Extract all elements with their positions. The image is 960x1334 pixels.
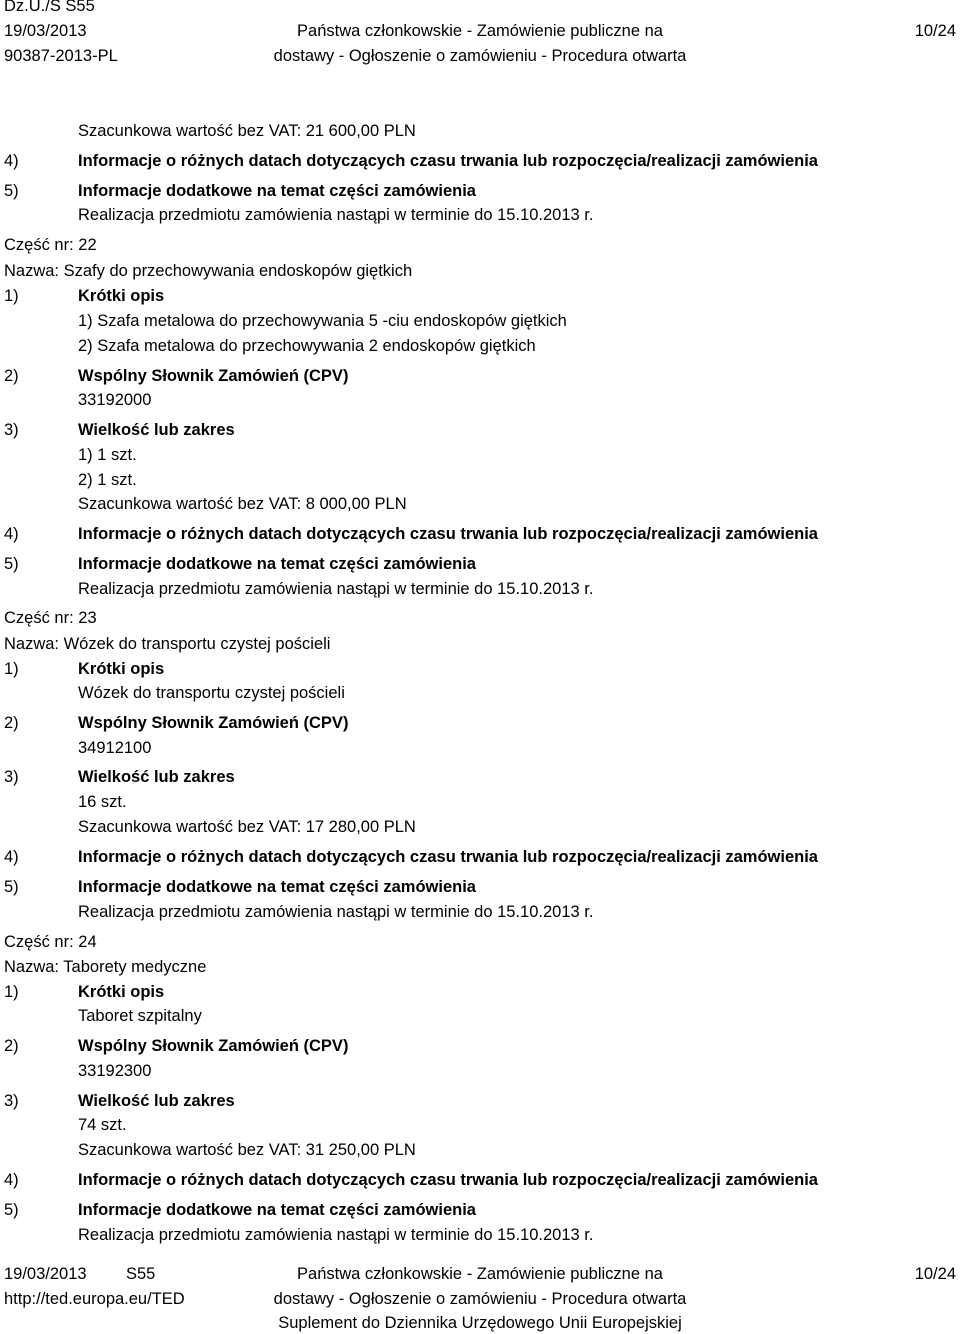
section-heading-quantity: Wielkość lub zakres: [78, 1092, 235, 1110]
section-heading-additional-info: Informacje dodatkowe na temat części zamówienia: [78, 555, 476, 573]
part-number: Część nr: 24: [4, 933, 97, 951]
quantity-line: 2) 1 szt.: [78, 471, 137, 489]
part-name: Nazwa: Szafy do przechowywania endoskopów giętkich: [4, 262, 413, 280]
section-number: 4): [4, 1171, 19, 1189]
section-heading-short-description: Krótki opis: [78, 660, 165, 678]
completion-deadline: Realizacja przedmiotu zamówienia nastąpi w terminie do 15.10.2013 r.: [78, 206, 594, 224]
section-number: 5): [4, 1201, 19, 1219]
cpv-code: 34912100: [78, 739, 152, 757]
section-heading-cpv: Wspólny Słownik Zamówień (CPV): [78, 367, 349, 385]
estimated-value: Szacunkowa wartość bez VAT: 31 250,00 PLN: [78, 1141, 416, 1159]
part-number: Część nr: 22: [4, 236, 97, 254]
section-heading-quantity: Wielkość lub zakres: [78, 421, 235, 439]
description-line: Taboret szpitalny: [78, 1007, 202, 1025]
footer-title-line2: dostawy - Ogłoszenie o zamówieniu - Procedura otwarta: [273, 1290, 687, 1308]
footer-url[interactable]: http://ted.europa.eu/TED: [4, 1290, 185, 1308]
quantity-line: 16 szt.: [78, 793, 127, 811]
header-journal-ref: Dz.U./S S55: [4, 0, 95, 15]
section-heading-cpv: Wspólny Słownik Zamówień (CPV): [78, 714, 349, 732]
completion-deadline: Realizacja przedmiotu zamówienia nastąpi w terminie do 15.10.2013 r.: [78, 903, 594, 921]
section-number: 2): [4, 367, 19, 385]
section-number: 1): [4, 660, 19, 678]
section-heading-additional-info: Informacje dodatkowe na temat części zamówienia: [78, 182, 476, 200]
section-heading-dates: Informacje o różnych datach dotyczących czasu trwania lub rozpoczęcia/realizacji zamówienia: [78, 152, 818, 170]
section-number: 4): [4, 848, 19, 866]
footer-supplement-title: Suplement do Dziennika Urzędowego Unii Europejskiej: [278, 1314, 682, 1332]
footer-series: S55: [126, 1265, 156, 1283]
section-number: 5): [4, 878, 19, 896]
header-title-line2: dostawy - Ogłoszenie o zamówieniu - Procedura otwarta: [273, 47, 687, 65]
section-number: 5): [4, 555, 19, 573]
footer-date: 19/03/2013: [4, 1265, 87, 1283]
estimated-value: Szacunkowa wartość bez VAT: 17 280,00 PLN: [78, 818, 416, 836]
section-number: 2): [4, 1037, 19, 1055]
section-number: 3): [4, 768, 19, 786]
section-heading-short-description: Krótki opis: [78, 287, 165, 305]
header-page-number: 10/24: [914, 22, 956, 40]
section-heading-additional-info: Informacje dodatkowe na temat części zamówienia: [78, 1201, 476, 1219]
header-notice-id: 90387-2013-PL: [4, 47, 118, 65]
description-line: 2) Szafa metalowa do przechowywania 2 endoskopów giętkich: [78, 337, 536, 355]
section-heading-cpv: Wspólny Słownik Zamówień (CPV): [78, 1037, 349, 1055]
estimated-value: Szacunkowa wartość bez VAT: 8 000,00 PLN: [78, 495, 407, 513]
estimated-value: Szacunkowa wartość bez VAT: 21 600,00 PLN: [78, 122, 416, 140]
header-title-line1: Państwa członkowskie - Zamówienie publiczne na: [297, 22, 663, 40]
section-heading-short-description: Krótki opis: [78, 983, 165, 1001]
part-name: Nazwa: Taborety medyczne: [4, 958, 207, 976]
section-number: 4): [4, 152, 19, 170]
section-number: 1): [4, 983, 19, 1001]
quantity-line: 1) 1 szt.: [78, 446, 137, 464]
quantity-line: 74 szt.: [78, 1116, 127, 1134]
section-number: 3): [4, 1092, 19, 1110]
cpv-code: 33192300: [78, 1062, 152, 1080]
completion-deadline: Realizacja przedmiotu zamówienia nastąpi w terminie do 15.10.2013 r.: [78, 580, 594, 598]
section-heading-quantity: Wielkość lub zakres: [78, 768, 235, 786]
footer-title-line1: Państwa członkowskie - Zamówienie publiczne na: [297, 1265, 663, 1283]
header-date: 19/03/2013: [4, 22, 87, 40]
section-number: 5): [4, 182, 19, 200]
part-number: Część nr: 23: [4, 609, 97, 627]
section-heading-dates: Informacje o różnych datach dotyczących czasu trwania lub rozpoczęcia/realizacji zamówienia: [78, 1171, 818, 1189]
section-heading-additional-info: Informacje dodatkowe na temat części zamówienia: [78, 878, 476, 896]
description-line: Wózek do transportu czystej pościeli: [78, 684, 345, 702]
section-heading-dates: Informacje o różnych datach dotyczących czasu trwania lub rozpoczęcia/realizacji zamówienia: [78, 848, 818, 866]
section-heading-dates: Informacje o różnych datach dotyczących czasu trwania lub rozpoczęcia/realizacji zamówienia: [78, 525, 818, 543]
footer-page-number: 10/24: [914, 1265, 956, 1283]
section-number: 1): [4, 287, 19, 305]
completion-deadline: Realizacja przedmiotu zamówienia nastąpi w terminie do 15.10.2013 r.: [78, 1226, 594, 1244]
section-number: 2): [4, 714, 19, 732]
part-name: Nazwa: Wózek do transportu czystej pościeli: [4, 635, 331, 653]
section-number: 3): [4, 421, 19, 439]
cpv-code: 33192000: [78, 391, 152, 409]
section-number: 4): [4, 525, 19, 543]
description-line: 1) Szafa metalowa do przechowywania 5 -ciu endoskopów giętkich: [78, 312, 567, 330]
